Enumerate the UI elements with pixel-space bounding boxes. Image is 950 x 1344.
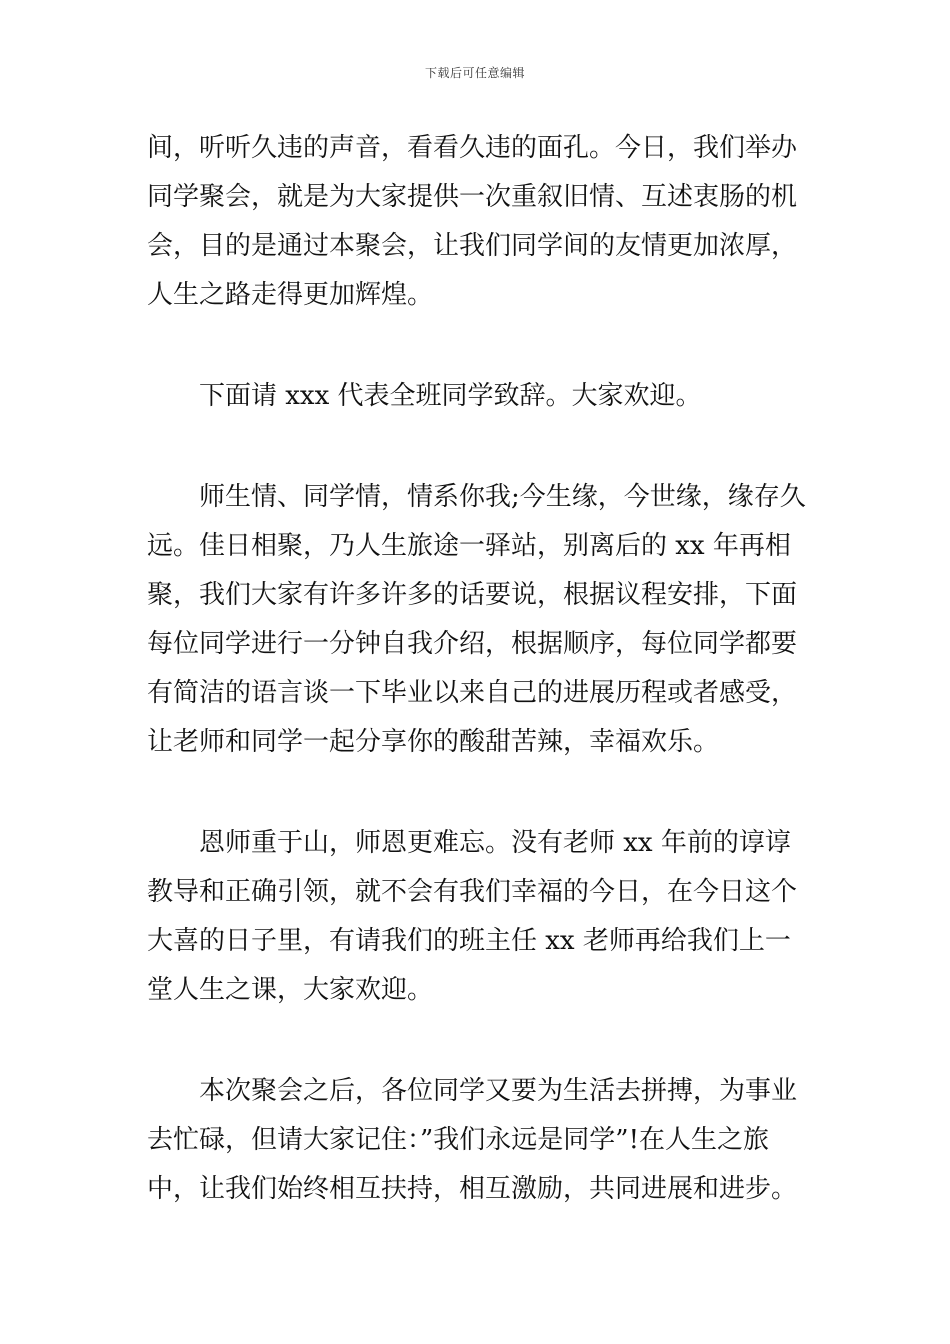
page-header: 下载后可任意编辑 — [424, 66, 525, 80]
paragraph-5: 本次聚会之后，各位同学又要为生活去拼搏，为事业去忙碌，但请大家记住：”我们永远是同学”!在人生之旅中，让我们始终相互扶持，相互激励，共同进展和进步。 — [147, 1076, 798, 1204]
paragraph-4: 恩师重于山，师恩更难忘。没有老师 xx 年前的谆谆教导和正确引领，就不会有我们幸福的今日，在今日这个大喜的日子里，有请我们的班主任 xx 老师再给我们上一堂人生之课，大家欢迎。 — [147, 828, 798, 1005]
paragraph-2: 下面请 xxx 代表全班同学致辞。大家欢迎。 — [199, 381, 702, 411]
paragraph-1: 间，听听久违的声音，看看久违的面孔。今日，我们举办同学聚会，就是为大家提供一次重叙旧情、互述衷肠的机会，目的是通过本聚会，让我们同学间的友情更加浓厚，人生之路走得更加辉煌。 — [147, 133, 798, 310]
document-body — [147, 124, 815, 1214]
paragraph-3: 师生情、同学情，情系你我;今生缘，今世缘，缘存久远。佳日相聚，乃人生旅途一驿站，别离后的 xx 年再相聚，我们大家有许多许多的话要说，根据议程安排，下面每位同学进行一分钟自我介绍，根据顺序，每位同学都要有简洁的语言谈一下毕业以来自己的进展历程或者感受，让老师和同学一起分享你的酸甜苦辣，幸福欢乐。 — [147, 482, 806, 757]
